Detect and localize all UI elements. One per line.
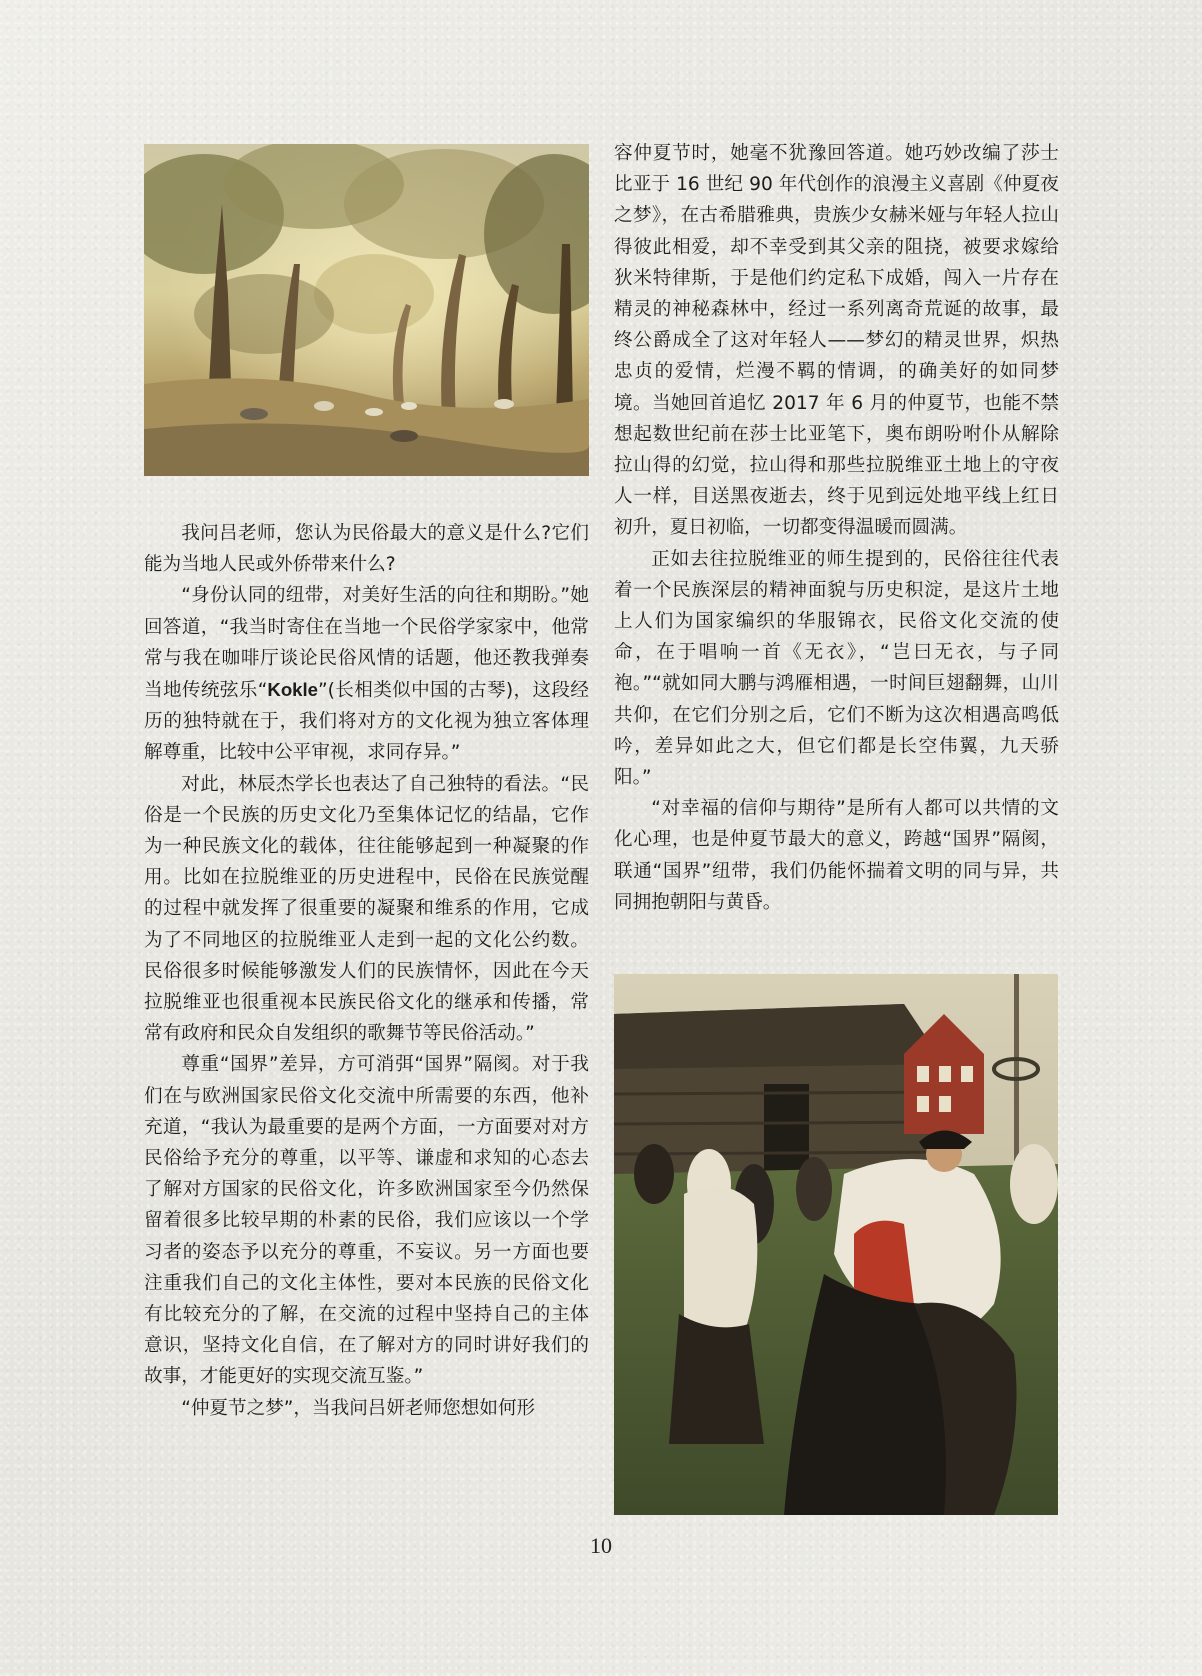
kokle-keyword: Kokle (267, 679, 319, 701)
page-number: 10 (590, 1533, 612, 1558)
left-paragraph-5: “仲夏节之梦”，当我问吕妍老师您想如何形 (181, 1397, 536, 1419)
paragraph-2-text-b: ”(长相类似中国的古琴)，这段经历的独特就在于，我们将对方的文化视为独立客体理解尊重，比较中公平审视，求同存异。” (144, 680, 589, 764)
right-text-column (614, 138, 1059, 918)
right-paragraph-2: 正如去往拉脱维亚的师生提到的，民俗往往代表着一个民族深层的精神面貌与历史积淀，是这片土地上人们为国家编织的华服锦衣，民俗文化交流的使命，在于唱响一首《无衣》，“岂曰无衣，与子同袍。”“就如同大鹏与鸿雁相遇，一时间巨翅翻舞，山川共仰，在它们分别之后，它们不断为这次相遇高鸣低吟，差异如此之大，但它们都是长空伟翼，九天骄阳。” (614, 548, 1059, 789)
left-text-column (144, 518, 589, 1424)
left-paragraph-1: 我问吕老师，您认为民俗最大的意义是什么?它们能为当地人民或外侨带来什么? (144, 523, 589, 576)
right-paragraph-1: 容仲夏节时，她毫不犹豫回答道。她巧妙改编了莎士比亚于 16 世纪 90 年代创作的浪漫主义喜剧《仲夏夜之梦》，在古希腊雅典，贵族少女赫米娅与年轻人拉山得彼此相爱，却不幸受到其父亲的阻挠，被要求嫁给狄米特律斯，于是他们约定私下成婚，闯入一片存在精灵的神秘森林中，经过一系列离奇荒诞的故事，最终公爵成全了这对年轻人——梦幻的精灵世界，炽热忠贞的爱情，烂漫不羁的情调，的确美好的如同梦境。当她回首追忆 2017 年 6 月的仲夏节，也能不禁想起数世纪前在莎士比亚笔下，奥布朗吩咐仆从解除拉山得的幻觉，拉山得和那些拉脱维亚土地上的守夜人一样，目送黑夜逝去，终于见到远处地平线上红日初升，夏日初临，一切都变得温暖而圆满。 (614, 143, 1059, 539)
left-paragraph-4: 尊重“国界”差异，方可消弭“国界”隔阂。对于我们在与欧洲国家民俗文化交流中所需要的东西，他补充道，“我认为最重要的是两个方面，一方面要对对方民俗给予充分的尊重，以平等、谦虚和求知的心态去了解对方国家的民俗文化，许多欧洲国家至今仍然保留着很多比较早期的朴素的民俗，我们应该以一个学习者的姿态予以充分的尊重，不妄议。另一方面也要注重我们自己的文化主体性，要对本民族的民俗文化有比较充分的了解，在交流的过程中坚持自己的主体意识，坚持文化自信，在了解对方的同时讲好我们的故事，才能更好的实现交流互鉴。” (144, 1054, 589, 1388)
left-paragraph-2 (144, 580, 589, 768)
left-paragraph-3: 对此，林辰杰学长也表达了自己独特的看法。“民俗是一个民族的历史文化乃至集体记忆的结晶，它作为一种民族文化的载体，往往能够起到一种凝聚的作用。比如在拉脱维亚的历史进程中，民俗在民族觉醒的过程中就发挥了很重要的凝聚和维系的作用，它成为了不同地区的拉脱维亚人走到一起的文化公约数。民俗很多时候能够激发人们的民族情怀，因此在今天拉脱维亚也很重视本民族民俗文化的继承和传播，常常有政府和民众自发组织的歌舞节等民俗活动。” (144, 773, 589, 1045)
right-paragraph-3: “对幸福的信仰与期待”是所有人都可以共情的文化心理，也是仲夏节最大的意义，跨越“国界”隔阂，联通“国界”纽带，我们仍能怀揣着文明的同与异，共同拥抱朝阳与黄昏。 (614, 798, 1059, 913)
paragraph-2-text-a: “身份认同的纽带，对美好生活的向往和期盼。”她回答道，“我当时寄住在当地一个民俗学家家中，他常常与我在咖啡厅谈论民俗风情的话题，他还教我弹奏当地传统弦乐“ (144, 585, 589, 702)
forest-painting (144, 144, 589, 476)
midsummer-dance-painting (614, 974, 1058, 1515)
